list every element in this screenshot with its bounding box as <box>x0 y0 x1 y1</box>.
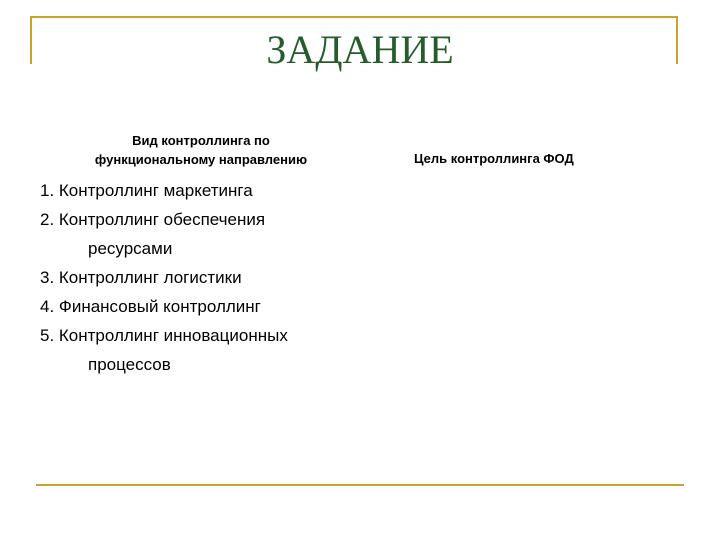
list-item-text: 1. Контроллинг маркетинга <box>40 181 253 200</box>
left-heading-line2: функциональному направлению <box>94 152 308 167</box>
list-item-continuation: процессов <box>88 355 171 374</box>
list-item-text: 3. Контроллинг логистики <box>40 268 242 287</box>
list-item <box>40 176 370 205</box>
list-item-text: 4. Финансовый контроллинг <box>40 297 261 316</box>
list-item-continuation: ресурсами <box>88 239 173 258</box>
left-heading-line1: Вид контроллинга по <box>132 133 270 148</box>
controlling-types-list <box>40 176 370 379</box>
list-item <box>40 292 370 321</box>
list-item-text: 5. Контроллинг инновационных <box>40 326 288 345</box>
right-column-heading: Цель контроллинга ФОД <box>414 151 574 166</box>
frame-top-rule <box>30 16 678 18</box>
list-item <box>40 205 370 263</box>
left-column-heading <box>36 131 366 169</box>
list-item <box>40 321 370 379</box>
list-item <box>40 263 370 292</box>
frame-bottom-rule <box>36 484 684 486</box>
list-item-text: 2. Контроллинг обеспечения <box>40 210 266 229</box>
slide-title: ЗАДАНИЕ <box>266 27 454 72</box>
